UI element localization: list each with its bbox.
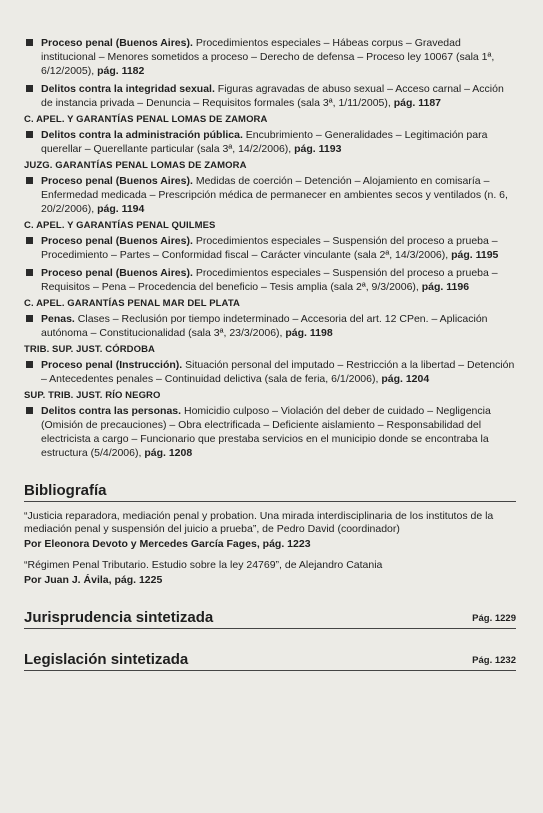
square-bullet-icon (26, 237, 33, 244)
square-bullet-icon (26, 315, 33, 322)
list-item: Proceso penal (Buenos Aires). Medidas de coerción – Detención – Alojamiento en comisaría – Enfermedad medicada – Prescripción médica de permanecer en ambientes secos y ventilados (n. 6, 20/2/2006), pág. 1194 (24, 174, 516, 216)
jurisprudencia-section (24, 609, 516, 629)
square-bullet-icon (26, 131, 33, 138)
list-item: Penas. Clases – Reclusión por tiempo indeterminado – Accesoria del art. 12 CPen. – Aplicación autónoma – Constitucionalidad (sala 3ª, 23/3/2006), pág. 1198 (24, 312, 516, 340)
square-bullet-icon (26, 407, 33, 414)
list-item: Proceso penal (Buenos Aires). Procedimientos especiales – Hábeas corpus – Gravedad institucional – Menores sometidos a proceso – Derecho de defensa – Proceso ley 10067 (sala 1ª, 6/12/2005), pág. 1182 (24, 36, 516, 78)
list-item: Proceso penal (Buenos Aires). Procedimientos especiales – Suspensión del proceso a prueba – Procedimiento – Partes – Conformidad fiscal – Carácter vinculante (sala 2ª, 14/3/2006), pág. 1195 (24, 234, 516, 262)
court-heading: C. APEL. Y GARANTÍAS PENAL QUILMES (24, 220, 216, 231)
list-item: Delitos contra la administración pública. Encubrimiento – Generalidades – Legitimación para querellar – Querellante particular (sala 3ª, 14/2/2006), pág. 1193 (24, 128, 516, 156)
bibliografia-heading: Bibliografía (24, 482, 516, 502)
square-bullet-icon (26, 85, 33, 92)
section-page: Pág. 1232 (472, 655, 516, 666)
bibliography-work: “Justicia reparadora, mediación penal y probation. Una mirada interdisciplinaria de los institutos de la mediación penal y suspensión del juicio a prueba”, de Pedro David (coordinador) (24, 510, 494, 535)
bibliography-author: Por Juan J. Ávila, pág. 1225 (24, 574, 163, 586)
court-heading: C. APEL. GARANTÍAS PENAL MAR DEL PLATA (24, 298, 240, 309)
bibliography-item (24, 510, 516, 551)
court-heading: C. APEL. Y GARANTÍAS PENAL LOMAS DE ZAMORA (24, 114, 268, 125)
court-heading: TRIB. SUP. JUST. CÓRDOBA (24, 344, 156, 355)
section-page: Pág. 1229 (472, 613, 516, 624)
list-item: Delitos contra las personas. Homicidio culposo – Violación del deber de cuidado – Negligencia (Omisión de precauciones) – Obra electrificada – Deficiente aislamiento – Responsabilidad del electricista a cargo – Funcionario que prestaba servicios en el municipio donde se encontraba la estructura (5/4/2006), pág. 1208 (24, 404, 516, 460)
section-name: Legislación sintetizada (24, 651, 189, 668)
bibliography-work: “Régimen Penal Tributario. Estudio sobre la ley 24769”, de Alejandro Catania (24, 559, 383, 571)
index-page (24, 36, 516, 671)
section-name: Jurisprudencia sintetizada (24, 609, 214, 626)
square-bullet-icon (26, 361, 33, 368)
court-heading: JUZG. GARANTÍAS PENAL LOMAS DE ZAMORA (24, 160, 247, 171)
square-bullet-icon (26, 177, 33, 184)
bibliography-item (24, 559, 516, 587)
square-bullet-icon (26, 269, 33, 276)
court-heading: SUP. TRIB. JUST. RÍO NEGRO (24, 390, 161, 401)
legislacion-section (24, 651, 516, 671)
list-item: Proceso penal (Instrucción). Situación personal del imputado – Restricción a la libertad – Detención – Antecedentes penales – Continuidad delictiva (sala de feria, 6/1/2006), pág. 1204 (24, 358, 516, 386)
list-item: Delitos contra la integridad sexual. Figuras agravadas de abuso sexual – Acceso carnal – Acción de instancia privada – Denuncia – Requisitos formales (sala 3ª, 1/11/2005), pág. 1187 (24, 82, 516, 110)
bibliography-author: Por Eleonora Devoto y Mercedes García Fages, pág. 1223 (24, 538, 311, 550)
list-item: Proceso penal (Buenos Aires). Procedimientos especiales – Suspensión del proceso a prueba – Requisitos – Pena – Procedencia del beneficio – Tesis amplia (sala 2ª, 9/3/2006), pág. 1196 (24, 266, 516, 294)
square-bullet-icon (26, 39, 33, 46)
entries-top (24, 36, 516, 110)
